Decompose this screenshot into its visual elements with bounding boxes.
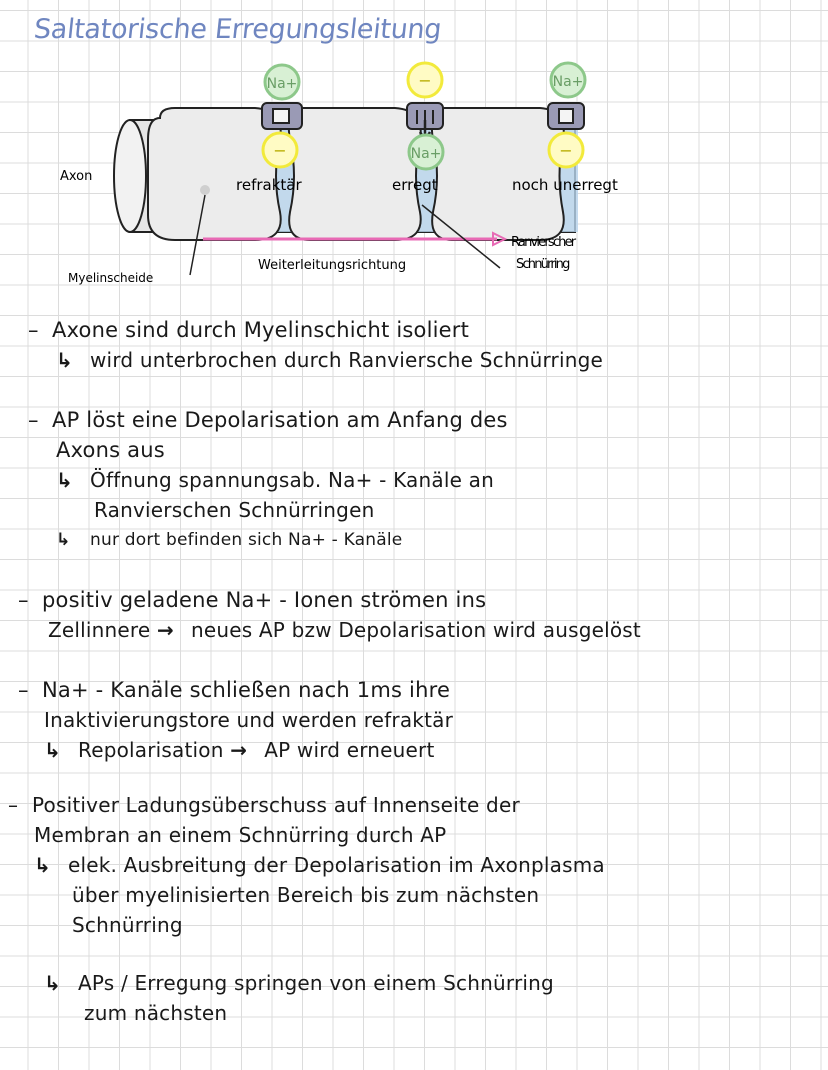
myelin-segment-3 bbox=[432, 108, 564, 240]
svg-text:−: − bbox=[418, 71, 432, 90]
svg-text:Na+: Na+ bbox=[266, 76, 298, 92]
minus-ion-top-2 bbox=[408, 63, 442, 97]
label-refractory: refraktär bbox=[236, 176, 302, 194]
svg-text:−: − bbox=[273, 141, 287, 160]
minus-ion-lower-3 bbox=[549, 133, 583, 167]
myelin-segment-1 bbox=[148, 108, 281, 240]
label-node-line1: Ranvierscher bbox=[511, 235, 577, 250]
myelin-dot bbox=[200, 185, 210, 195]
svg-text:−: − bbox=[559, 141, 573, 160]
label-myelin: Myelinscheide bbox=[68, 271, 154, 285]
page-title: Saltatorische Erregungsleitung bbox=[32, 14, 443, 45]
myelin-segment-2 bbox=[289, 108, 421, 240]
svg-text:Na+: Na+ bbox=[410, 146, 442, 162]
label-direction: Weiterleitungsrichtung bbox=[258, 258, 407, 273]
svg-text:Na+: Na+ bbox=[552, 74, 584, 90]
channel-1 bbox=[262, 103, 302, 129]
na-ion-lower-2 bbox=[409, 135, 443, 169]
label-node-line2: Schnürring bbox=[516, 257, 571, 272]
note-1: – Axone sind durch Myelinschicht isoliert ↳ wird unterbrochen durch Ranviersche Schnürringe bbox=[28, 318, 603, 372]
axon-end-cap bbox=[114, 120, 146, 232]
label-axon: Axon bbox=[60, 169, 93, 184]
note-1-sub: wird unterbrochen durch Ranviersche Schnürringe bbox=[90, 348, 603, 372]
channel-3 bbox=[548, 103, 584, 129]
note-1-line: Axone sind durch Myelinschicht isoliert bbox=[52, 318, 470, 342]
note-5: – Positiver Ladungsüberschuss auf Innenseite der Membran an einem Schnürring durch AP ↳ elek. Ausbreitung der Depolarisation im Axonplasma über myelinisierten Bereich bis zum nächsten Schnürring bbox=[8, 793, 605, 937]
axon-diagram bbox=[0, 55, 828, 295]
na-ion-top-1 bbox=[265, 65, 299, 99]
label-node bbox=[511, 235, 578, 272]
note-6: ↳ APs / Erregung springen von einem Schnürring zum nächsten bbox=[44, 971, 554, 1025]
note-2: – AP löst eine Depolarisation am Anfang des Axons aus ↳ Öffnung spannungsab. Na+ - Kanäle an Ranvierschen Schnürringen ↳ nur dort befinden sich Na+ - Kanäle bbox=[28, 408, 508, 550]
label-excited: erregt bbox=[392, 176, 438, 194]
minus-ion-lower-1 bbox=[263, 133, 297, 167]
na-ion-top-3 bbox=[551, 63, 585, 97]
note-3: – positiv geladene Na+ - Ionen strömen ins Zellinnere → neues AP bzw Depolarisation wird ausgelöst bbox=[18, 588, 641, 642]
label-unexcited: noch unerregt bbox=[512, 176, 618, 194]
note-4: – Na+ - Kanäle schließen nach 1ms ihre Inaktivierungstore und werden refraktär ↳ Repolarisation → AP wird erneuert bbox=[18, 678, 454, 762]
